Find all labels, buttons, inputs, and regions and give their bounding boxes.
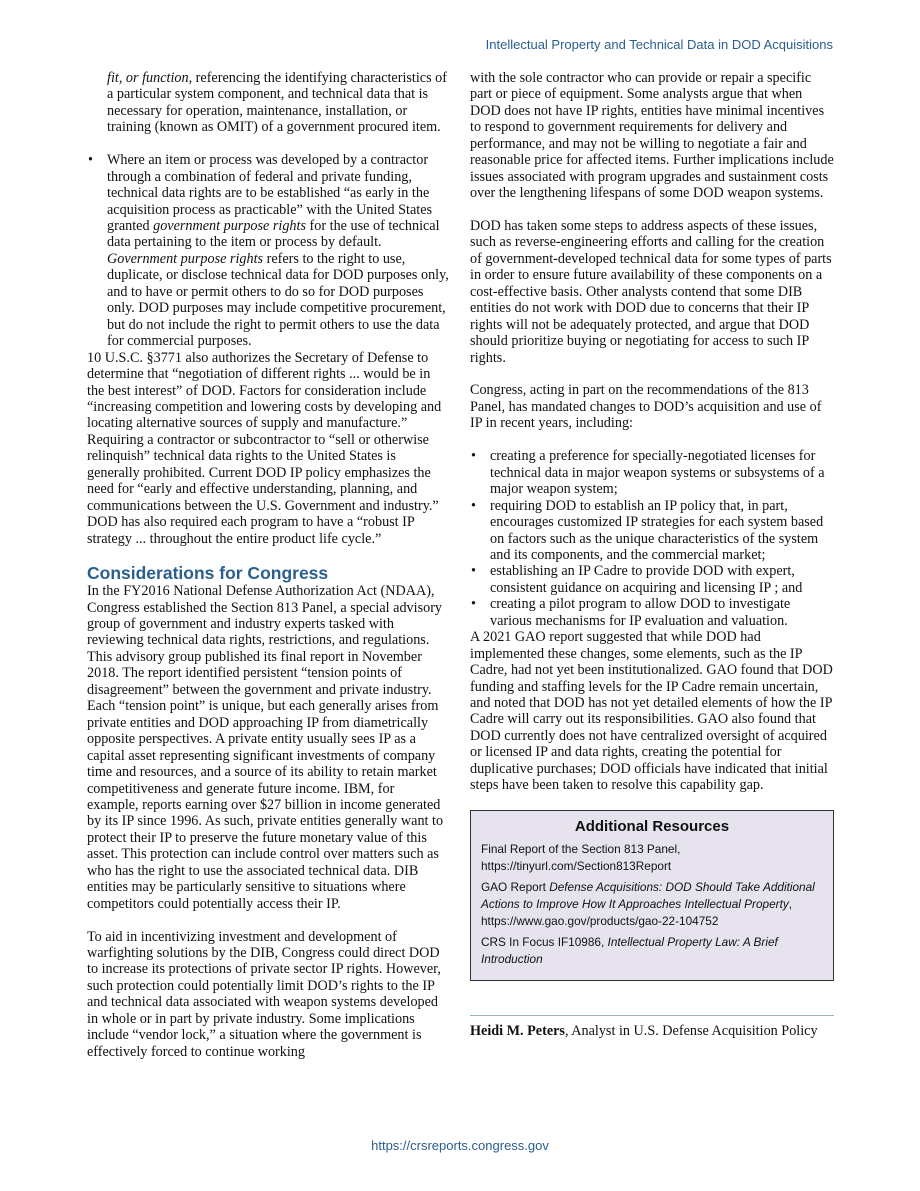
- bullet-icon: •: [471, 563, 476, 580]
- paragraph-continued: with the sole contractor who can provide or repair a specific part or piece of equipment. Some analysts argue that when DOD does not have IP rights, entities have minimal incentives to respond to government requirements for delivery and performance, and may not be willing to negotiate a fair and reasonable price for affected items. Further implications include issues associated with program upgrades and sustainment costs over the lengthening lifespans of some DOD weapon systems.: [470, 70, 834, 202]
- author-name: Heidi M. Peters: [470, 1023, 565, 1040]
- running-header: Intellectual Property and Technical Data in DOD Acquisitions: [485, 37, 833, 52]
- bullet-icon: •: [471, 596, 476, 613]
- italic-term: government purpose rights: [153, 218, 306, 235]
- additional-resources-box: [470, 810, 834, 981]
- footer-url[interactable]: https://crsreports.congress.gov: [371, 1138, 549, 1153]
- resource-gao-url: , https://www.gao.gov/products/gao-22-104752: [481, 897, 793, 929]
- left-column: [87, 70, 449, 1060]
- author-title: , Analyst in U.S. Defense Acquisition Policy: [564, 1023, 818, 1040]
- bullet-icon: •: [471, 448, 476, 465]
- bullet-icon: •: [471, 497, 476, 514]
- resource-crs-infocus[interactable]: [481, 934, 823, 968]
- list-item-text: establishing an IP Cadre to provide DOD with expert, consistent guidance on acquiring and licensing IP ; and: [490, 563, 803, 596]
- bullet-icon: •: [88, 152, 93, 169]
- right-column: [470, 70, 834, 1040]
- author-divider: [470, 1015, 834, 1016]
- paragraph-congress: Congress, acting in part on the recommendations of the 813 Panel, has mandated changes to DOD’s acquisition and use of IP in recent years, including:: [470, 382, 822, 432]
- rights-bullet-list: [87, 152, 449, 349]
- section-heading: Considerations for Congress: [87, 563, 329, 584]
- paragraph-aid: To aid in incentivizing investment and development of warfighting solutions by the DIB, Congress could direct DOD to increase its protections of private sector IP rights. However, such protection could potentially limit DOD’s rights to the IP and technical data associated with weapon systems developed in whole or in part by private industry. Some implications include “vendor lock,” a situation where the government is effectively forced to continue working: [87, 928, 441, 1060]
- resource-crs-prefix: CRS In Focus IF10986,: [481, 935, 608, 950]
- paragraph-gao: A 2021 GAO report suggested that while DOD had implemented these changes, some elements, such as the IP Cadre, had not yet been institutionalized. GAO found that DOD funding and staffing levels for the IP Cadre remain uncertain, and noted that DOD has not yet detailed elements of how the IP Cadre will carry out its responsibilities. GAO also found that DOD currently does not have centralized oversight of acquired or licensed IP and data rights, creating the potential for duplicative purchases; DOD officials have indicated that initial steps have been taken to resolve this capability gap.: [470, 629, 833, 794]
- resource-813-report[interactable]: Final Report of the Section 813 Panel, https://tinyurl.com/Section813Report: [481, 842, 681, 874]
- list-item: [470, 563, 834, 596]
- list-item: [470, 448, 834, 497]
- resource-gao-report[interactable]: [481, 879, 823, 930]
- bullet-continuation: [87, 70, 449, 136]
- list-item: [470, 498, 834, 564]
- italic-term: fit, or function: [107, 70, 189, 86]
- resource-gao-prefix: GAO Report: [481, 880, 550, 895]
- bullet-text-a: Where an item or process was developed by a contractor through a combination of federal and private funding, technical data rights are to be established “as early in the acquisition process as practicable” with the United States granted: [107, 152, 433, 235]
- paragraph-steps: DOD has taken some steps to address aspects of these issues, such as reverse-engineering efforts and calling for the creation of government-developed technical data for some types of parts in order to ensure future availability of these components on a cost-effective basis. Other analysts contend that some DIB entities do not work with DOD due to concerns that their IP rights will not be adequately protected, and argue that DOD should prioritize buying or negotiating for access to such IP rights.: [470, 218, 832, 366]
- bullet-continuation-text: , referencing the identifying characteristics of a particular system component, and technical data that is necessary for operation, maintenance, installation, or training (known as OMIT) of a government procured item.: [107, 70, 447, 136]
- mandated-changes-list: [470, 448, 834, 629]
- list-item: [470, 596, 834, 629]
- italic-term: Government purpose rights: [107, 250, 264, 267]
- resource-crs-title: Intellectual Property Law: A Brief Introduction: [481, 935, 778, 967]
- author-line: [470, 1023, 834, 1039]
- list-item-text: creating a pilot program to allow DOD to investigate various mechanisms for IP evaluation and valuation.: [490, 596, 791, 629]
- list-item-text: creating a preference for specially-negotiated licenses for technical data in major weapon systems or subsystems of a major weapon system;: [490, 448, 825, 498]
- paragraph-usc: 10 U.S.C. §3771 also authorizes the Secretary of Defense to determine that “negotiation of different rights ... would be in the best interest” of DOD. Factors for consideration include “increasing competition and lowering costs by developing and locating alternative sources of supply and manufacture.” Requiring a contractor or subcontractor to “sell or otherwise relinquish” technical data rights to the United States is generally prohibited. Current DOD IP policy emphasizes the need for “early and effective understanding, planning, and communications between the U.S. Government and industry.” DOD has also required each program to have a “robust IP strategy ... throughout the entire product life cycle.”: [87, 349, 442, 547]
- resources-title: Additional Resources: [574, 817, 730, 835]
- list-item: [87, 152, 449, 349]
- paragraph-fy2016: In the FY2016 National Defense Authorization Act (NDAA), Congress established the Section 813 Panel, a special advisory group of government and industry experts tasked with reviewing technical data rights, restrictions, and regulations. This advisory group published its final report in November 2018. The report identified persistent “tension points of disagreement” between the government and private industry. Each “tension point” is unique, but each generally arises from private entities and DOD approaching IP from diametrically opposite perspectives. A private entity usually sees IP as a capital asset representing significant investments of company time and resources, and a source of its ability to retain market competitiveness and generate future income. IBM, for example, reports earning over $27 billion in income generated by its IP since 1996. As such, private entities generally want to protect their IP to preserve the future monetary value of this asset. This protection can include control over matters such as who has the right to use the associated technical data. DIB entities may be particularly sensitive to situations where competitors could potentially access their IP.: [87, 583, 444, 912]
- list-item-text: requiring DOD to establish an IP policy that, in part, encourages customized IP strategies for each system based on factors such as the unique characteristics of the system and its components, and the commercial market;: [490, 497, 824, 563]
- resource-gao-title: Defense Acquisitions: DOD Should Take Additional Actions to Improve How It Approaches Intellectual Property: [481, 880, 815, 912]
- bullet-text-b: for the use of technical data pertaining to the item or process by default.: [107, 218, 440, 251]
- bullet-text-c: refers to the right to use, duplicate, or disclose technical data for DOD purposes only, and to have or permit others to do so for DOD purposes only. DOD purposes may include competitive procurement, but do not include the right to permit others to use the data for commercial purposes.: [107, 250, 449, 350]
